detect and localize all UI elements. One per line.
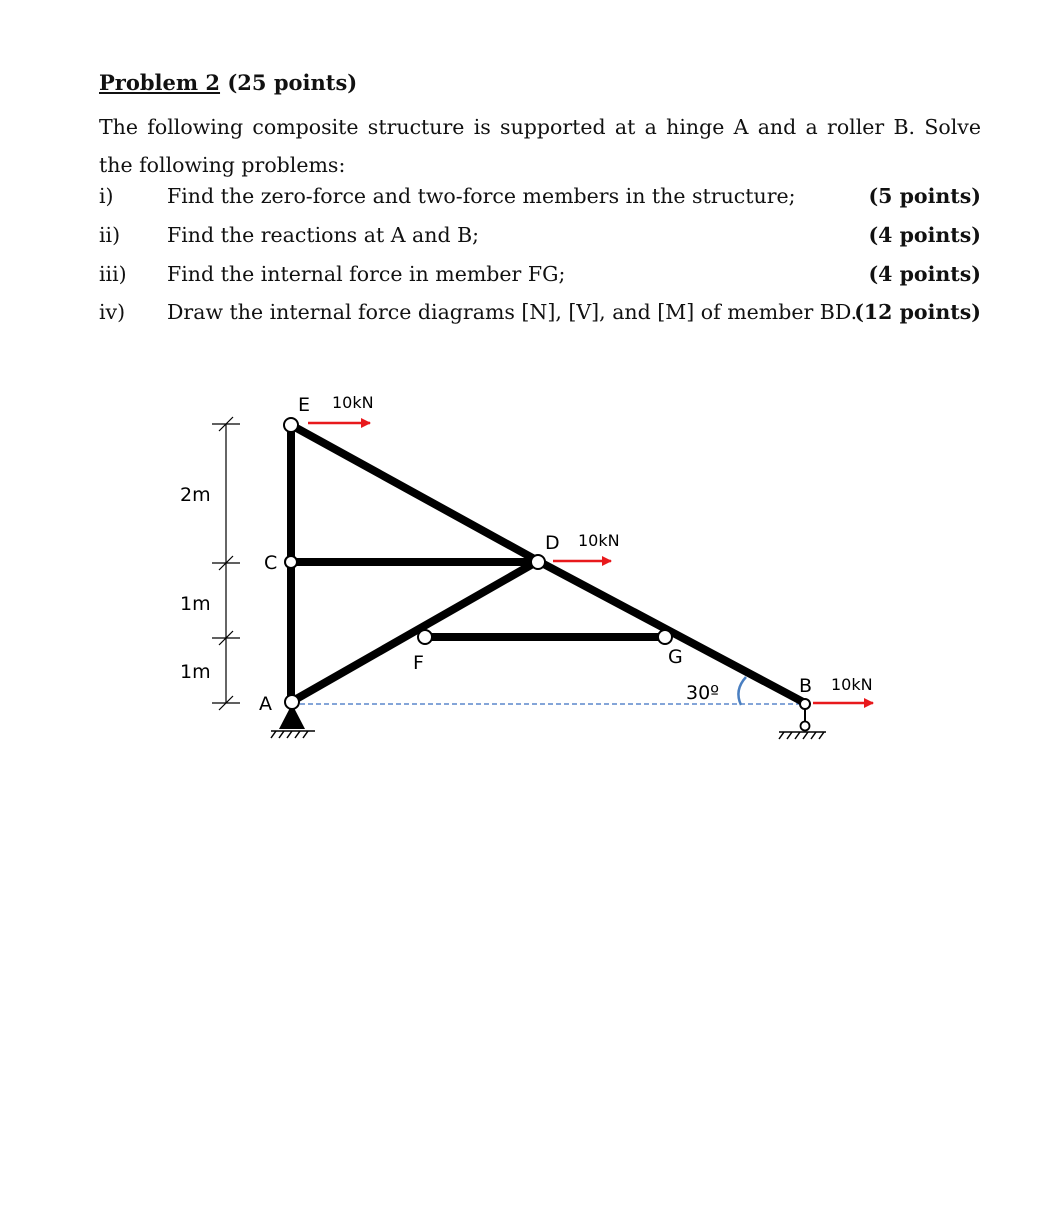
task-1-number: i) [99, 184, 114, 208]
node-label-d: D [545, 532, 560, 554]
node-label-e: E [298, 394, 311, 416]
node-label-g: G [668, 646, 683, 668]
pin-c [285, 556, 297, 568]
load-label-b: 10kN [831, 675, 873, 694]
pin-g [658, 630, 672, 644]
member-db [538, 561, 805, 703]
pin-f [418, 630, 432, 644]
task-4-number: iv) [99, 300, 126, 324]
angle-arc [738, 677, 746, 705]
pin-e [284, 418, 298, 432]
task-2-points: (4 points) [868, 223, 981, 247]
pin-d [531, 555, 545, 569]
member-ad [291, 561, 538, 702]
task-3-number: iii) [99, 262, 127, 286]
dim-label-middle: 1m [180, 593, 211, 615]
pin-b [800, 699, 810, 709]
dim-label-top: 2m [180, 484, 211, 506]
node-label-b: B [799, 675, 813, 697]
task-1-points: (5 points) [868, 184, 981, 208]
node-label-a: A [259, 693, 272, 715]
task-2-text: Find the reactions at A and B; [167, 223, 480, 247]
load-label-d: 10kN [578, 531, 620, 550]
member-ed [291, 425, 538, 561]
load-label-e: 10kN [332, 393, 374, 412]
ground-hatch-a [271, 731, 315, 738]
task-3-text: Find the internal force in member FG; [167, 262, 566, 286]
pin-a [285, 695, 299, 709]
problem-intro: The following composite structure is supported at a hinge A and a roller B. Solve the following problems: [99, 115, 981, 177]
angle-label: 30º [686, 682, 720, 704]
node-label-f: F [413, 652, 424, 674]
dim-label-bottom: 1m [180, 661, 211, 683]
task-4-text: Draw the internal force diagrams [N], [V], and [M] of member BD. [167, 300, 858, 324]
task-2-number: ii) [99, 223, 121, 247]
problem-points: (25 points) [227, 70, 358, 95]
node-label-c: C [264, 552, 278, 574]
dimension-line [212, 417, 240, 710]
task-4-points: (12 points) [854, 300, 981, 324]
problem-label: Problem 2 [99, 70, 221, 95]
task-3-points: (4 points) [868, 262, 981, 286]
task-1-text: Find the zero-force and two-force members in the structure; [167, 184, 796, 208]
roller-support-b [779, 706, 826, 739]
